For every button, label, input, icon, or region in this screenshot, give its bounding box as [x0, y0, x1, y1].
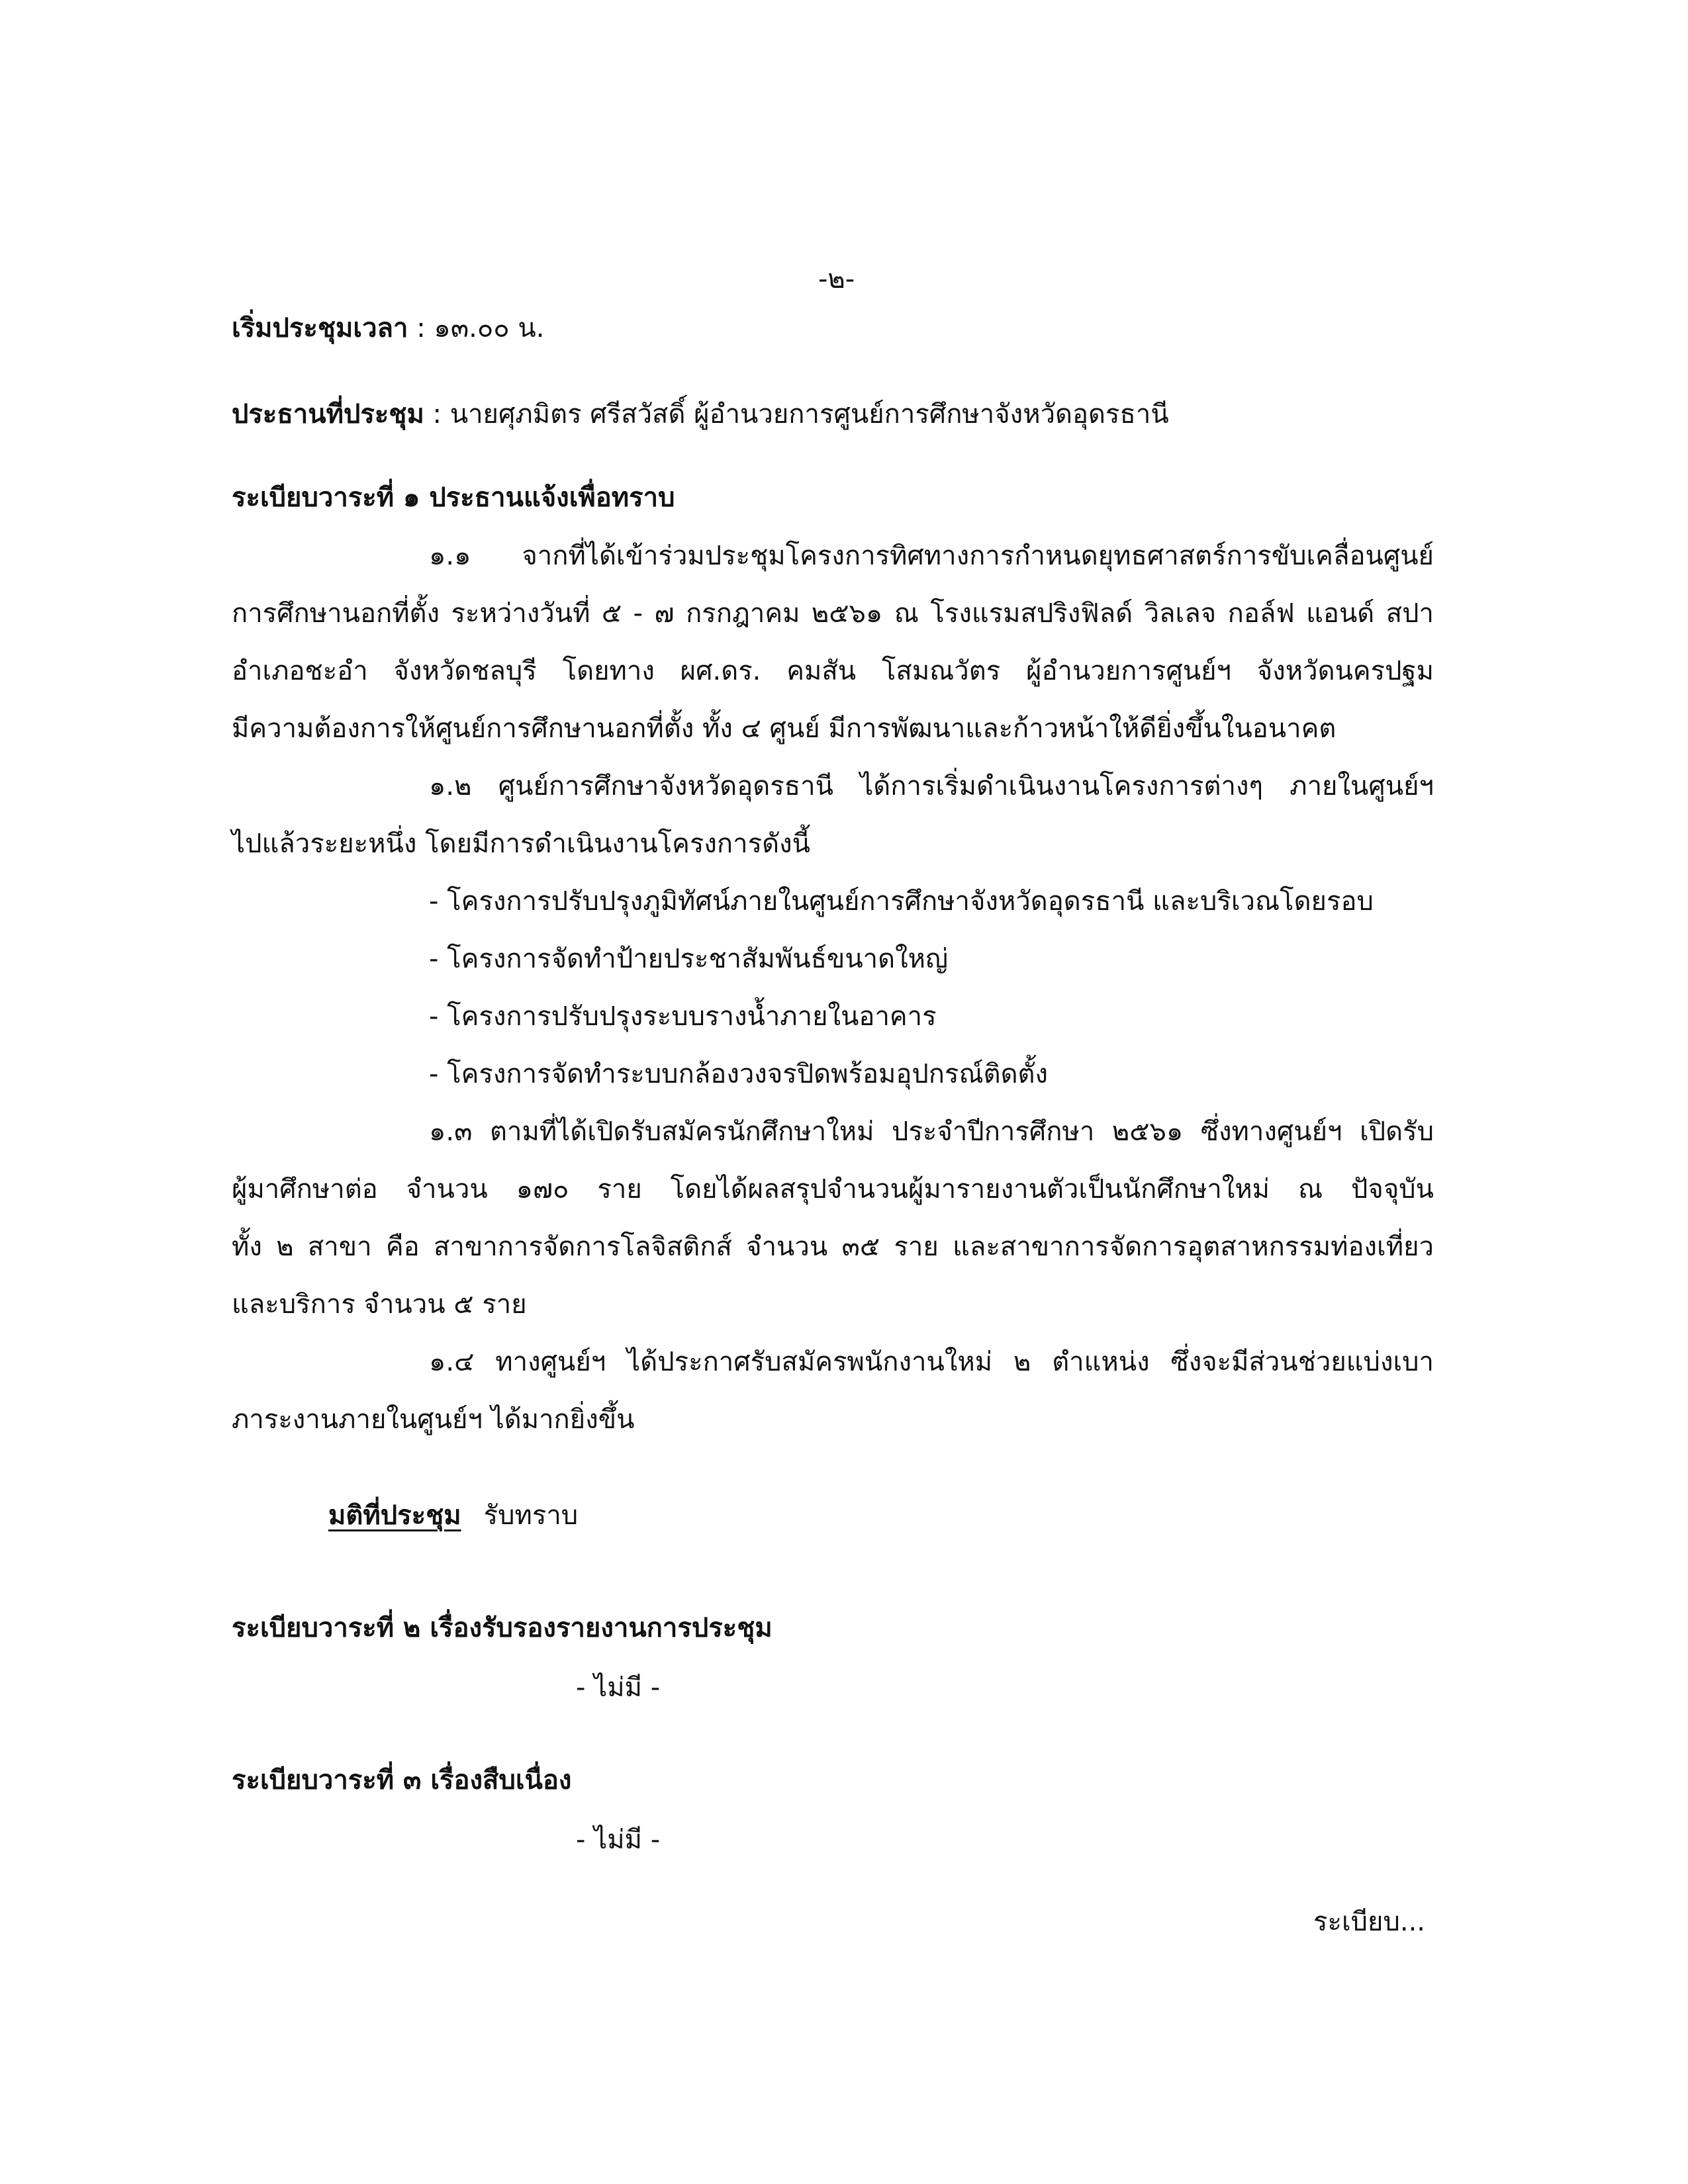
- agenda1-line-5: ๑.๒ ศูนย์การศึกษาจังหวัดอุดรธานี ได้การเริ่มดำเนินงานโครงการต่างๆ ภายในศูนย์ฯ: [429, 771, 1434, 801]
- meeting-start-line: [232, 308, 544, 348]
- agenda1-line-8: ผู้มาศึกษาต่อ จำนวน ๑๗๐ ราย โดยได้ผลสรุปจำนวนผู้มารายงานตัวเป็นนักศึกษาใหม่ ณ ปัจจุบัน: [232, 1174, 1434, 1205]
- agenda1-line-1: ๑.๑ จากที่ได้เข้าร่วมประชุมโครงการทิศทางการกำหนดยุทธศาสตร์การขับเคลื่อนศูนย์: [429, 541, 1434, 571]
- continuation-marker: ระเบียบ...: [1313, 1907, 1426, 1937]
- agenda2-note: - ไม่มี -: [576, 1672, 661, 1703]
- agenda1-line-7: ๑.๓ ตามที่ได้เปิดรับสมัครนักศึกษาใหม่ ประจำปีการศึกษา ๒๕๖๑ ซึ่งทางศูนย์ฯ เปิดรับ: [429, 1116, 1434, 1147]
- resolution-line: [328, 1496, 578, 1535]
- meeting-start-label: เริ่มประชุมเวลา: [232, 313, 408, 343]
- resolution-value: รับทราบ: [483, 1500, 579, 1531]
- agenda3-note: - ไม่มี -: [576, 1825, 661, 1855]
- chairman-line: [232, 394, 1169, 434]
- agenda1-line-12: ภาระงานภายในศูนย์ฯ ได้มากยิ่งขึ้น: [232, 1404, 635, 1435]
- agenda1-line-9: ทั้ง ๒ สาขา คือ สาขาการจัดการโลจิสติกส์ จำนวน ๓๕ ราย และสาขาการจัดการอุตสาหกรรมท่องเที่ยว: [232, 1232, 1434, 1262]
- agenda1-line-6: ไปแล้วระยะหนึ่ง โดยมีการดำเนินงานโครงการดังนี้: [232, 829, 810, 859]
- agenda1-heading: ระเบียบวาระที่ ๑ ประธานแจ้งเพื่อทราบ: [232, 482, 675, 513]
- agenda1-bullet-2: - โครงการจัดทำป้ายประชาสัมพันธ์ขนาดใหญ่: [429, 944, 949, 974]
- agenda1-bullet-4: - โครงการจัดทำระบบกล้องวงจรปิดพร้อมอุปกรณ์ติดตั้ง: [429, 1059, 1049, 1089]
- resolution-label: มติที่ประชุม: [328, 1500, 461, 1531]
- agenda1-bullet-1: - โครงการปรับปรุงภูมิทัศน์ภายในศูนย์การศึกษาจังหวัดอุดรธานี และบริเวณโดยรอบ: [429, 886, 1374, 917]
- chairman-value: : นายศุภมิตร ศรีสวัสดิ์ ผู้อำนวยการศูนย์การศึกษาจังหวัดอุดรธานี: [424, 399, 1169, 430]
- agenda1-line-11: ๑.๔ ทางศูนย์ฯ ได้ประกาศรับสมัครพนักงานใหม่ ๒ ตำแหน่ง ซึ่งจะมีส่วนช่วยแบ่งเบา: [429, 1347, 1434, 1377]
- agenda1-bullet-3: - โครงการปรับปรุงระบบรางน้ำภายในอาคาร: [429, 1001, 937, 1032]
- agenda3-heading: ระเบียบวาระที่ ๓ เรื่องสืบเนื่อง: [232, 1765, 572, 1796]
- page-number: -๒-: [818, 264, 855, 295]
- agenda1-line-10: และบริการ จำนวน ๕ ราย: [232, 1289, 527, 1320]
- agenda2-heading: ระเบียบวาระที่ ๒ เรื่องรับรองรายงานการประชุม: [232, 1613, 773, 1643]
- chairman-label: ประธานที่ประชุม: [232, 399, 424, 430]
- agenda1-line-4: มีความต้องการให้ศูนย์การศึกษานอกที่ตั้ง ทั้ง ๔ ศูนย์ มีการพัฒนาและก้าวหน้าให้ดียิ่งขึ้นในอนาคต: [232, 713, 1336, 744]
- agenda1-line-3: อำเภอชะอำ จังหวัดชลบุรี โดยทาง ผศ.ดร. คมสัน โสมณวัตร ผู้อำนวยการศูนย์ฯ จังหวัดนครปฐม: [232, 656, 1434, 686]
- agenda1-line-2: การศึกษานอกที่ตั้ง ระหว่างวันที่ ๕ - ๗ กรกฎาคม ๒๕๖๑ ณ โรงแรมสปริงฟิลด์ วิลเลจ กอล์ฟ แอนด์ สปา: [232, 598, 1434, 629]
- meeting-start-value: : ๑๓.๐๐ น.: [408, 313, 545, 343]
